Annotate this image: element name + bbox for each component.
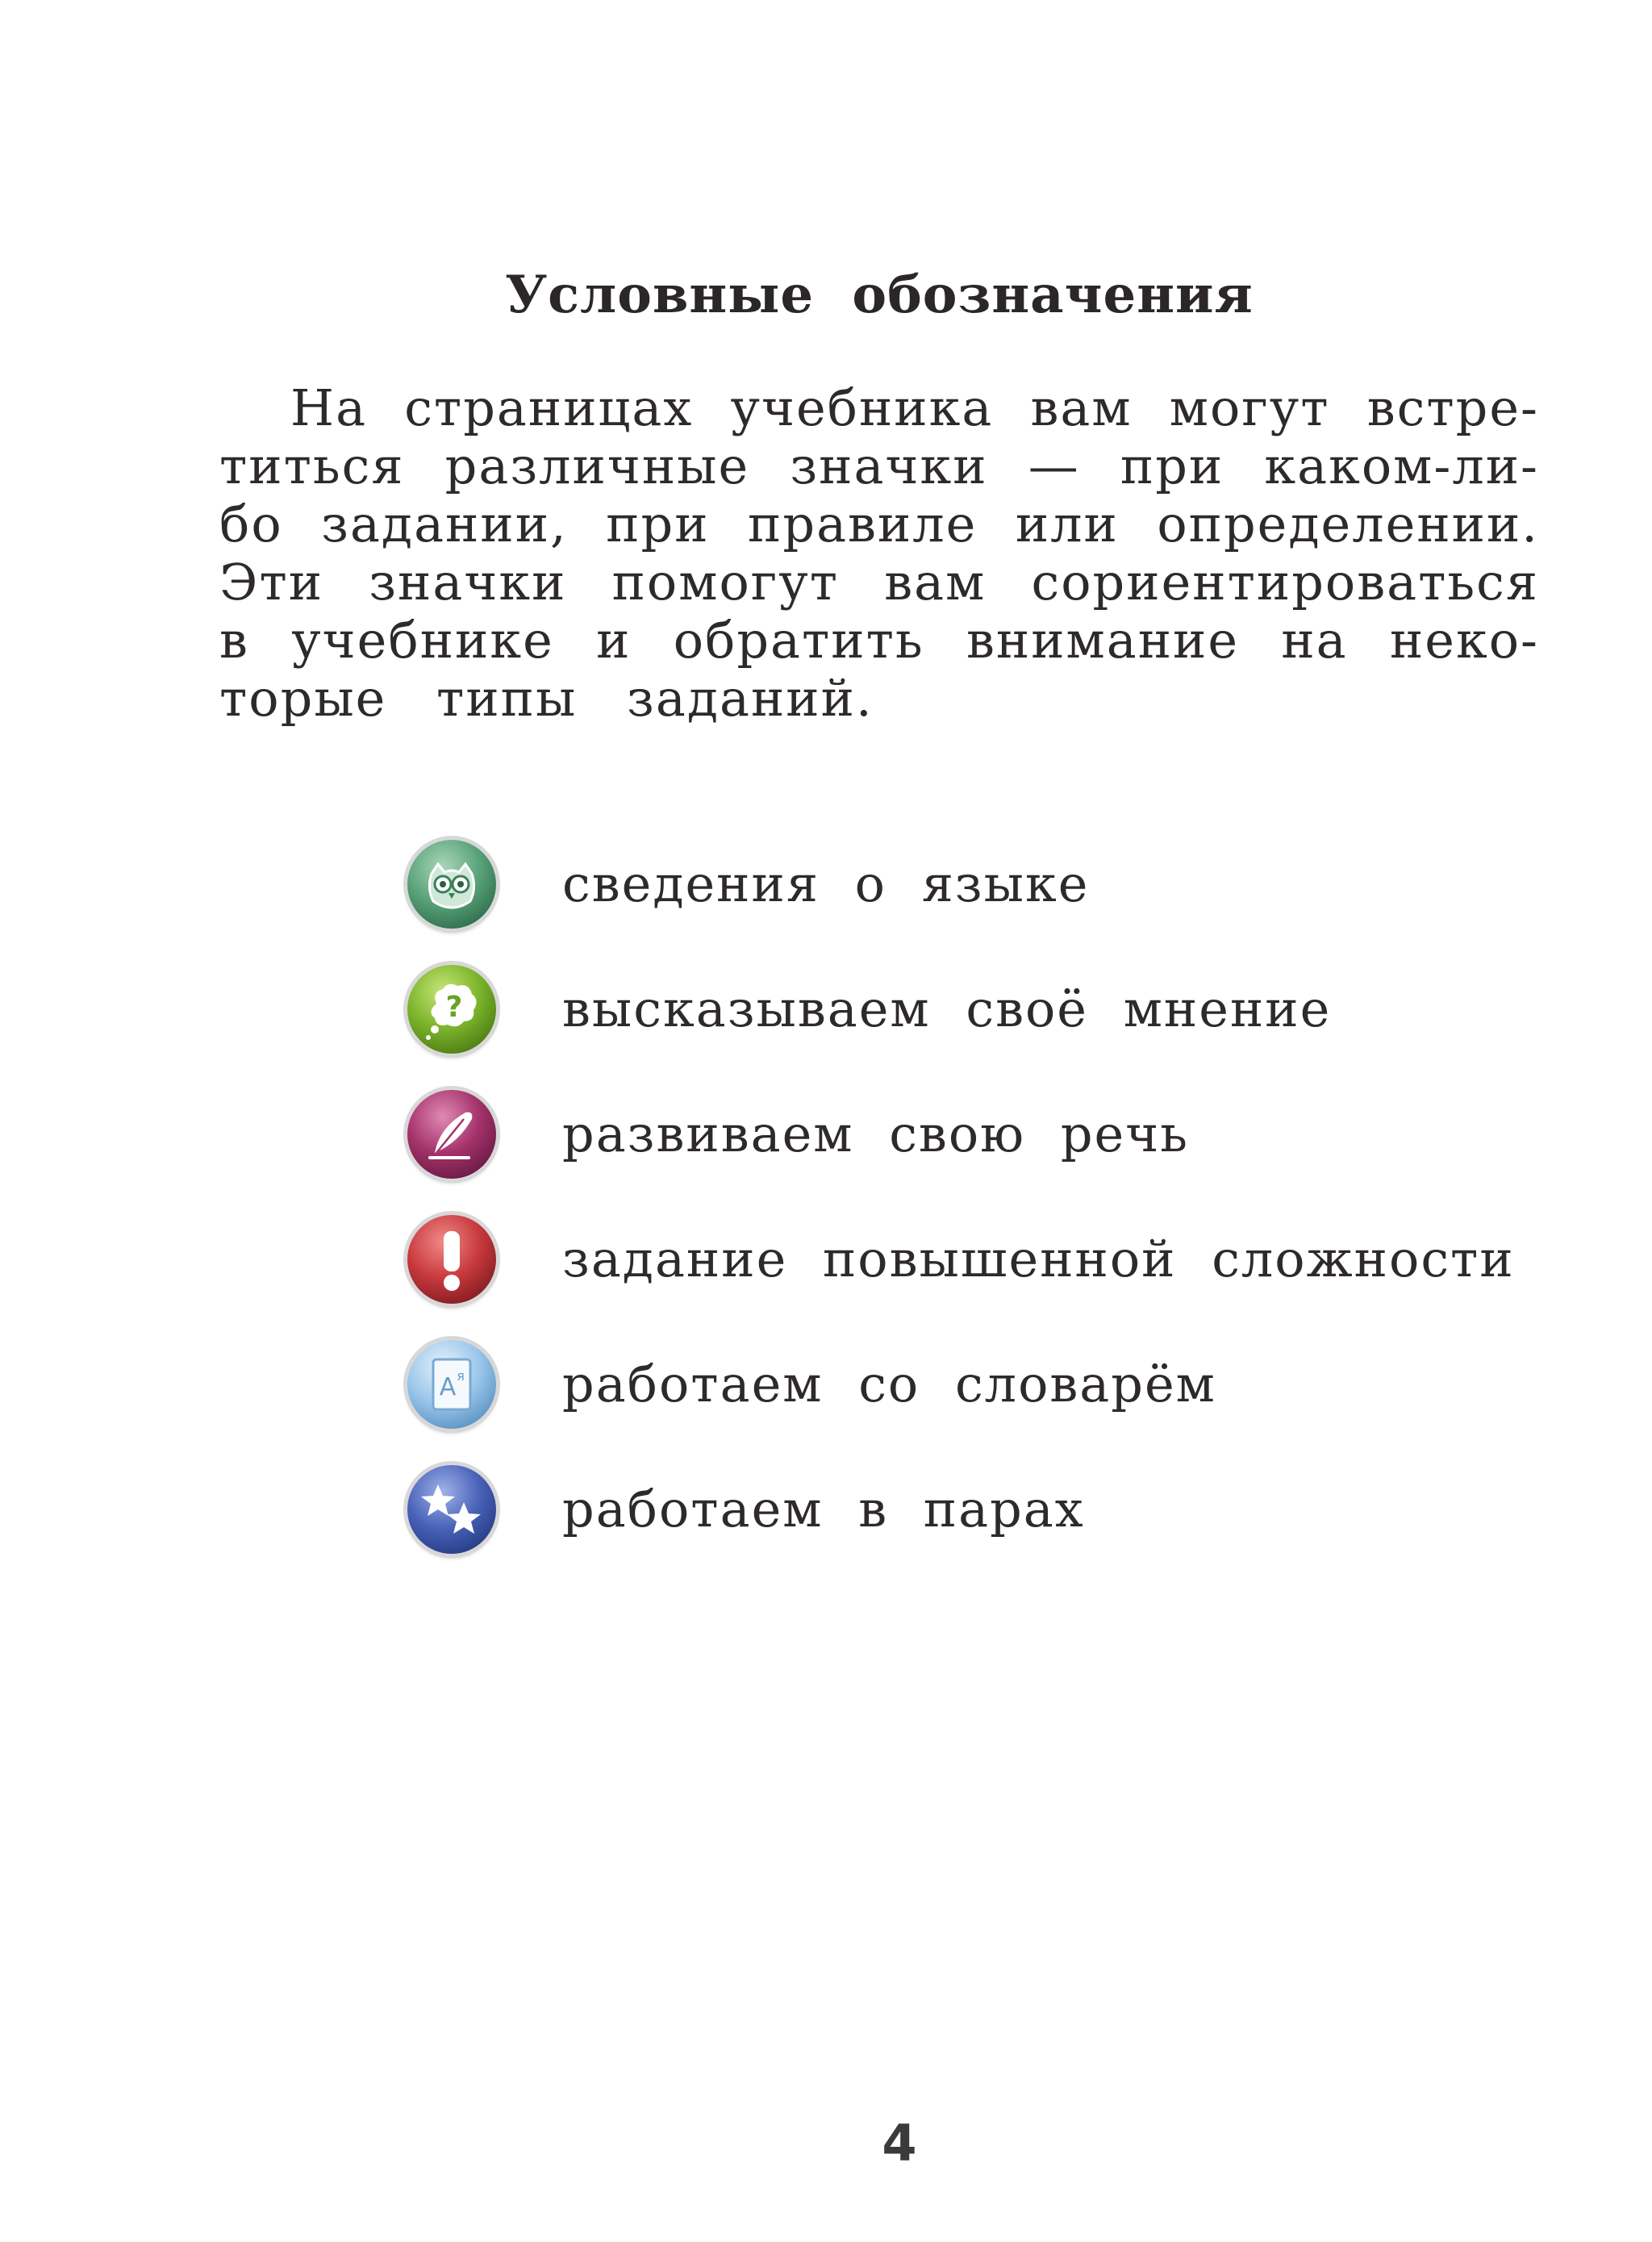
page-title: Условные обозначения — [505, 265, 1254, 325]
legend-label: работаем со словарём — [562, 1355, 1216, 1413]
feather-quill-icon — [407, 1090, 496, 1179]
legend-item-dictionary-work — [407, 1321, 1577, 1447]
legend-item-pair-work — [407, 1447, 1577, 1572]
legend-item-speech-development — [407, 1071, 1577, 1196]
legend-label: развиваем свою речь — [562, 1104, 1189, 1163]
intro-line: Эти значки помогут вам сориентироваться — [219, 553, 1539, 612]
legend-list — [407, 821, 1577, 1572]
legend-label: задание повышенной сложности — [562, 1230, 1515, 1288]
dictionary-icon — [407, 1340, 496, 1429]
svg-text:?: ? — [445, 990, 463, 1024]
intro-line: в учебнике и обратить внимание на неко- — [219, 611, 1539, 670]
owl-icon — [407, 840, 496, 929]
question-bubble-icon — [407, 965, 496, 1054]
stars-icon — [407, 1465, 496, 1554]
svg-text:A: A — [439, 1372, 457, 1401]
intro-line: бо задании, при правиле или определении. — [219, 495, 1539, 553]
svg-text:я: я — [457, 1367, 465, 1384]
exclamation-icon — [407, 1215, 496, 1304]
legend-label: высказываем своё мнение — [562, 979, 1332, 1038]
legend-item-language-info — [407, 821, 1577, 946]
intro-line: торые типы заданий. — [219, 669, 874, 728]
legend-item-advanced-task — [407, 1196, 1577, 1321]
legend-label: сведения о языке — [562, 854, 1090, 913]
legend-item-own-opinion — [407, 946, 1577, 1071]
legend-label: работаем в парах — [562, 1480, 1085, 1539]
intro-line: титься различные значки — при каком-ли- — [219, 436, 1539, 495]
page-number: 4 — [882, 2114, 917, 2173]
intro-line: На страницах учебника вам могут встре- — [290, 378, 1539, 437]
intro-paragraph — [219, 379, 1539, 728]
